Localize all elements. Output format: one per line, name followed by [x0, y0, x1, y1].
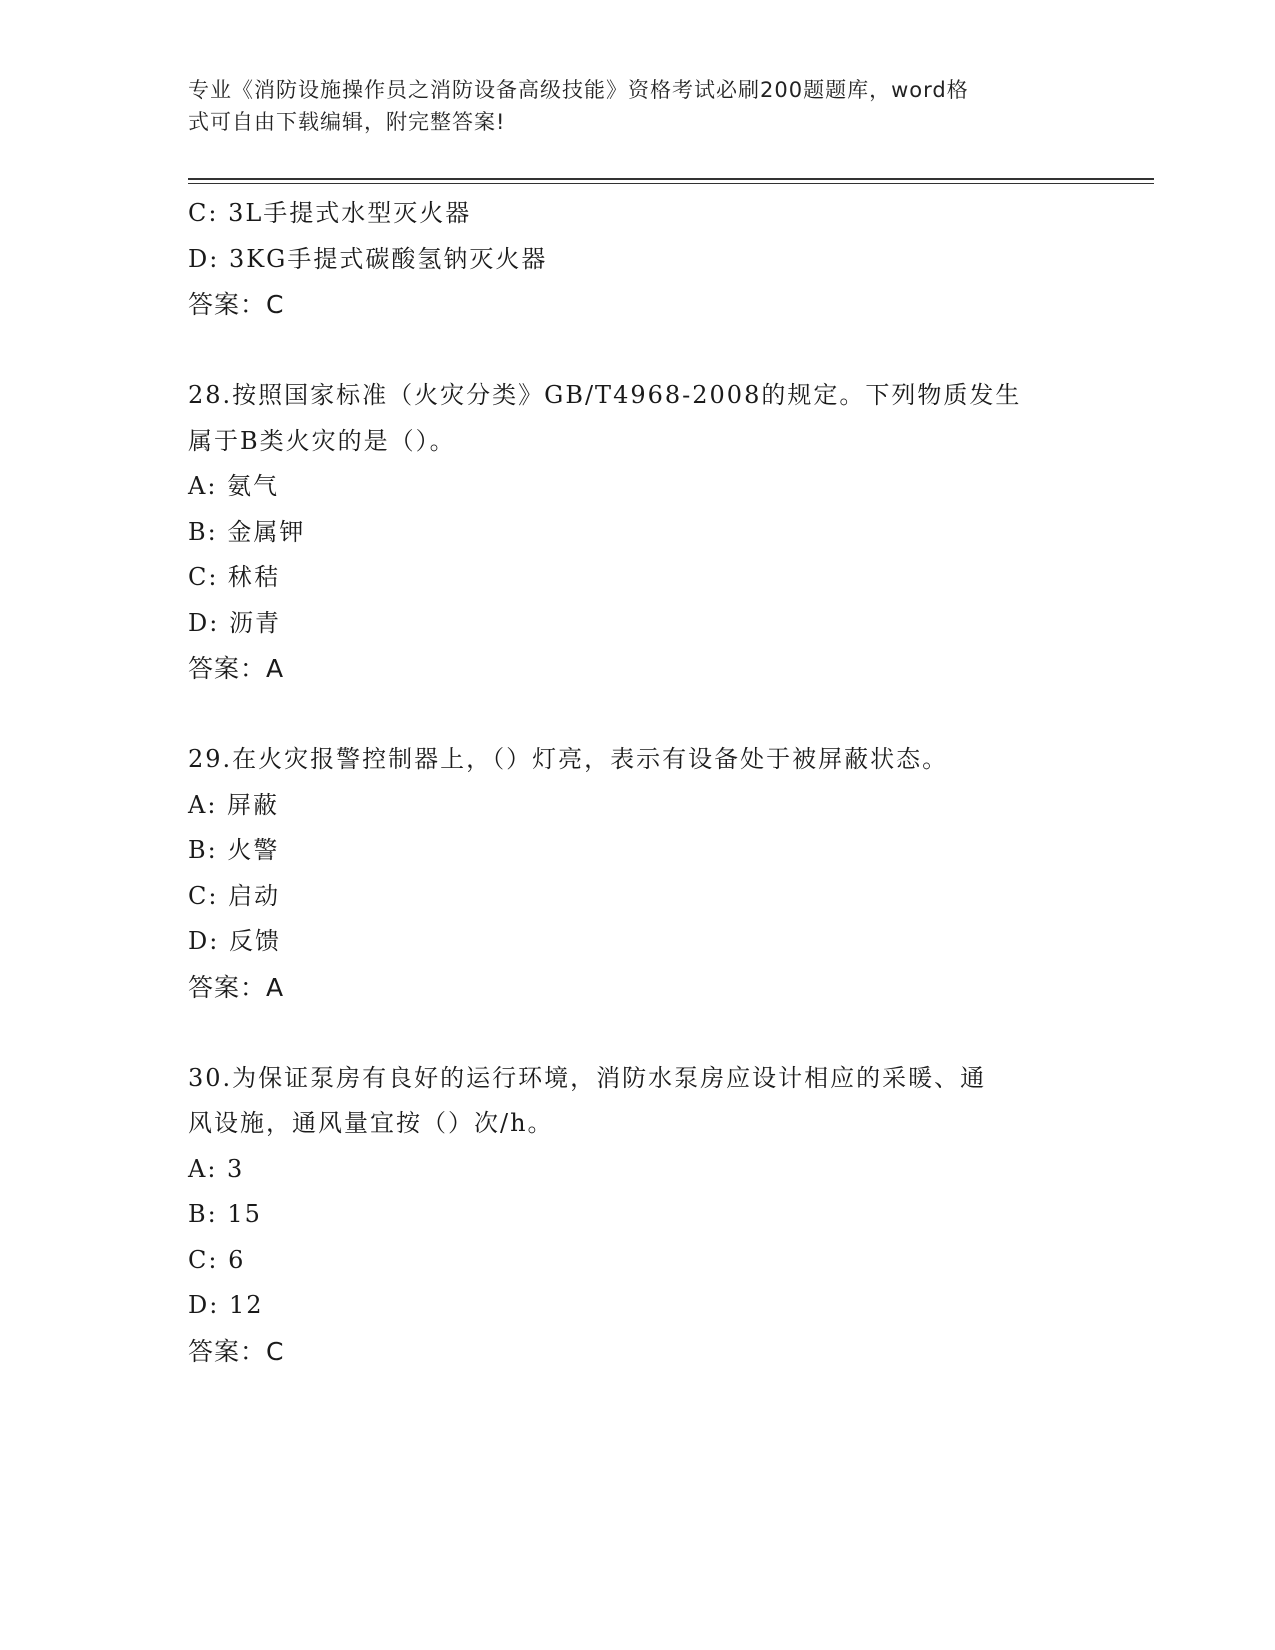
- option-d: D: 3KG手提式碳酸氢钠灭火器: [188, 244, 548, 273]
- question-29: [188, 737, 1088, 1010]
- answer-label: 答案：A: [188, 654, 285, 683]
- option-c: C: 秫秸: [188, 563, 281, 591]
- header-divider-thin: [188, 183, 1154, 184]
- option-a: A: 屏蔽: [188, 790, 280, 819]
- header-divider-thick: [188, 178, 1154, 180]
- option-c: C: 6: [188, 1245, 246, 1274]
- option-b: B: 金属钾: [188, 517, 306, 546]
- question-28: [188, 373, 1088, 692]
- question-30: [188, 1056, 1088, 1375]
- question-stem-line-1: 30.为保证泵房有良好的运行环境，消防水泵房应设计相应的采暖、通: [188, 1063, 987, 1092]
- option-b: B: 15: [188, 1200, 262, 1228]
- header-line-1: 专业《消防设施操作员之消防设备高级技能》资格考试必刷200题题库，word格: [188, 78, 969, 102]
- question-stem-line-2: 属于B类火灾的是（）。: [188, 426, 456, 455]
- option-c: C: 启动: [188, 881, 281, 910]
- option-b: B: 火警: [188, 836, 280, 864]
- header-line-2: 式可自由下载编辑，附完整答案!: [188, 110, 506, 134]
- question-stem-line-1: 29.在火灾报警控制器上，（）灯亮，表示有设备处于被屏蔽状态。: [188, 745, 949, 773]
- question-27-continued: [188, 191, 1088, 328]
- question-stem-line-1: 28.按照国家标准（火灾分类》GB/T4968-2008的规定。下列物质发生: [188, 381, 1022, 409]
- option-a: A: 3: [188, 1154, 245, 1183]
- option-c: C: 3L手提式水型灭火器: [188, 199, 472, 227]
- option-d: D: 12: [188, 1291, 264, 1319]
- answer-label: 答案：C: [188, 290, 285, 319]
- question-stem-line-2: 风设施，通风量宜按（）次/h。: [188, 1109, 554, 1137]
- option-d: D: 沥青: [188, 608, 281, 637]
- answer-label: 答案：C: [188, 1336, 285, 1366]
- option-a: A: 氨气: [188, 472, 280, 500]
- document-header: [188, 74, 1068, 138]
- question-list: [188, 191, 1088, 1374]
- option-d: D: 反馈: [188, 927, 281, 955]
- answer-label: 答案：A: [188, 972, 285, 1002]
